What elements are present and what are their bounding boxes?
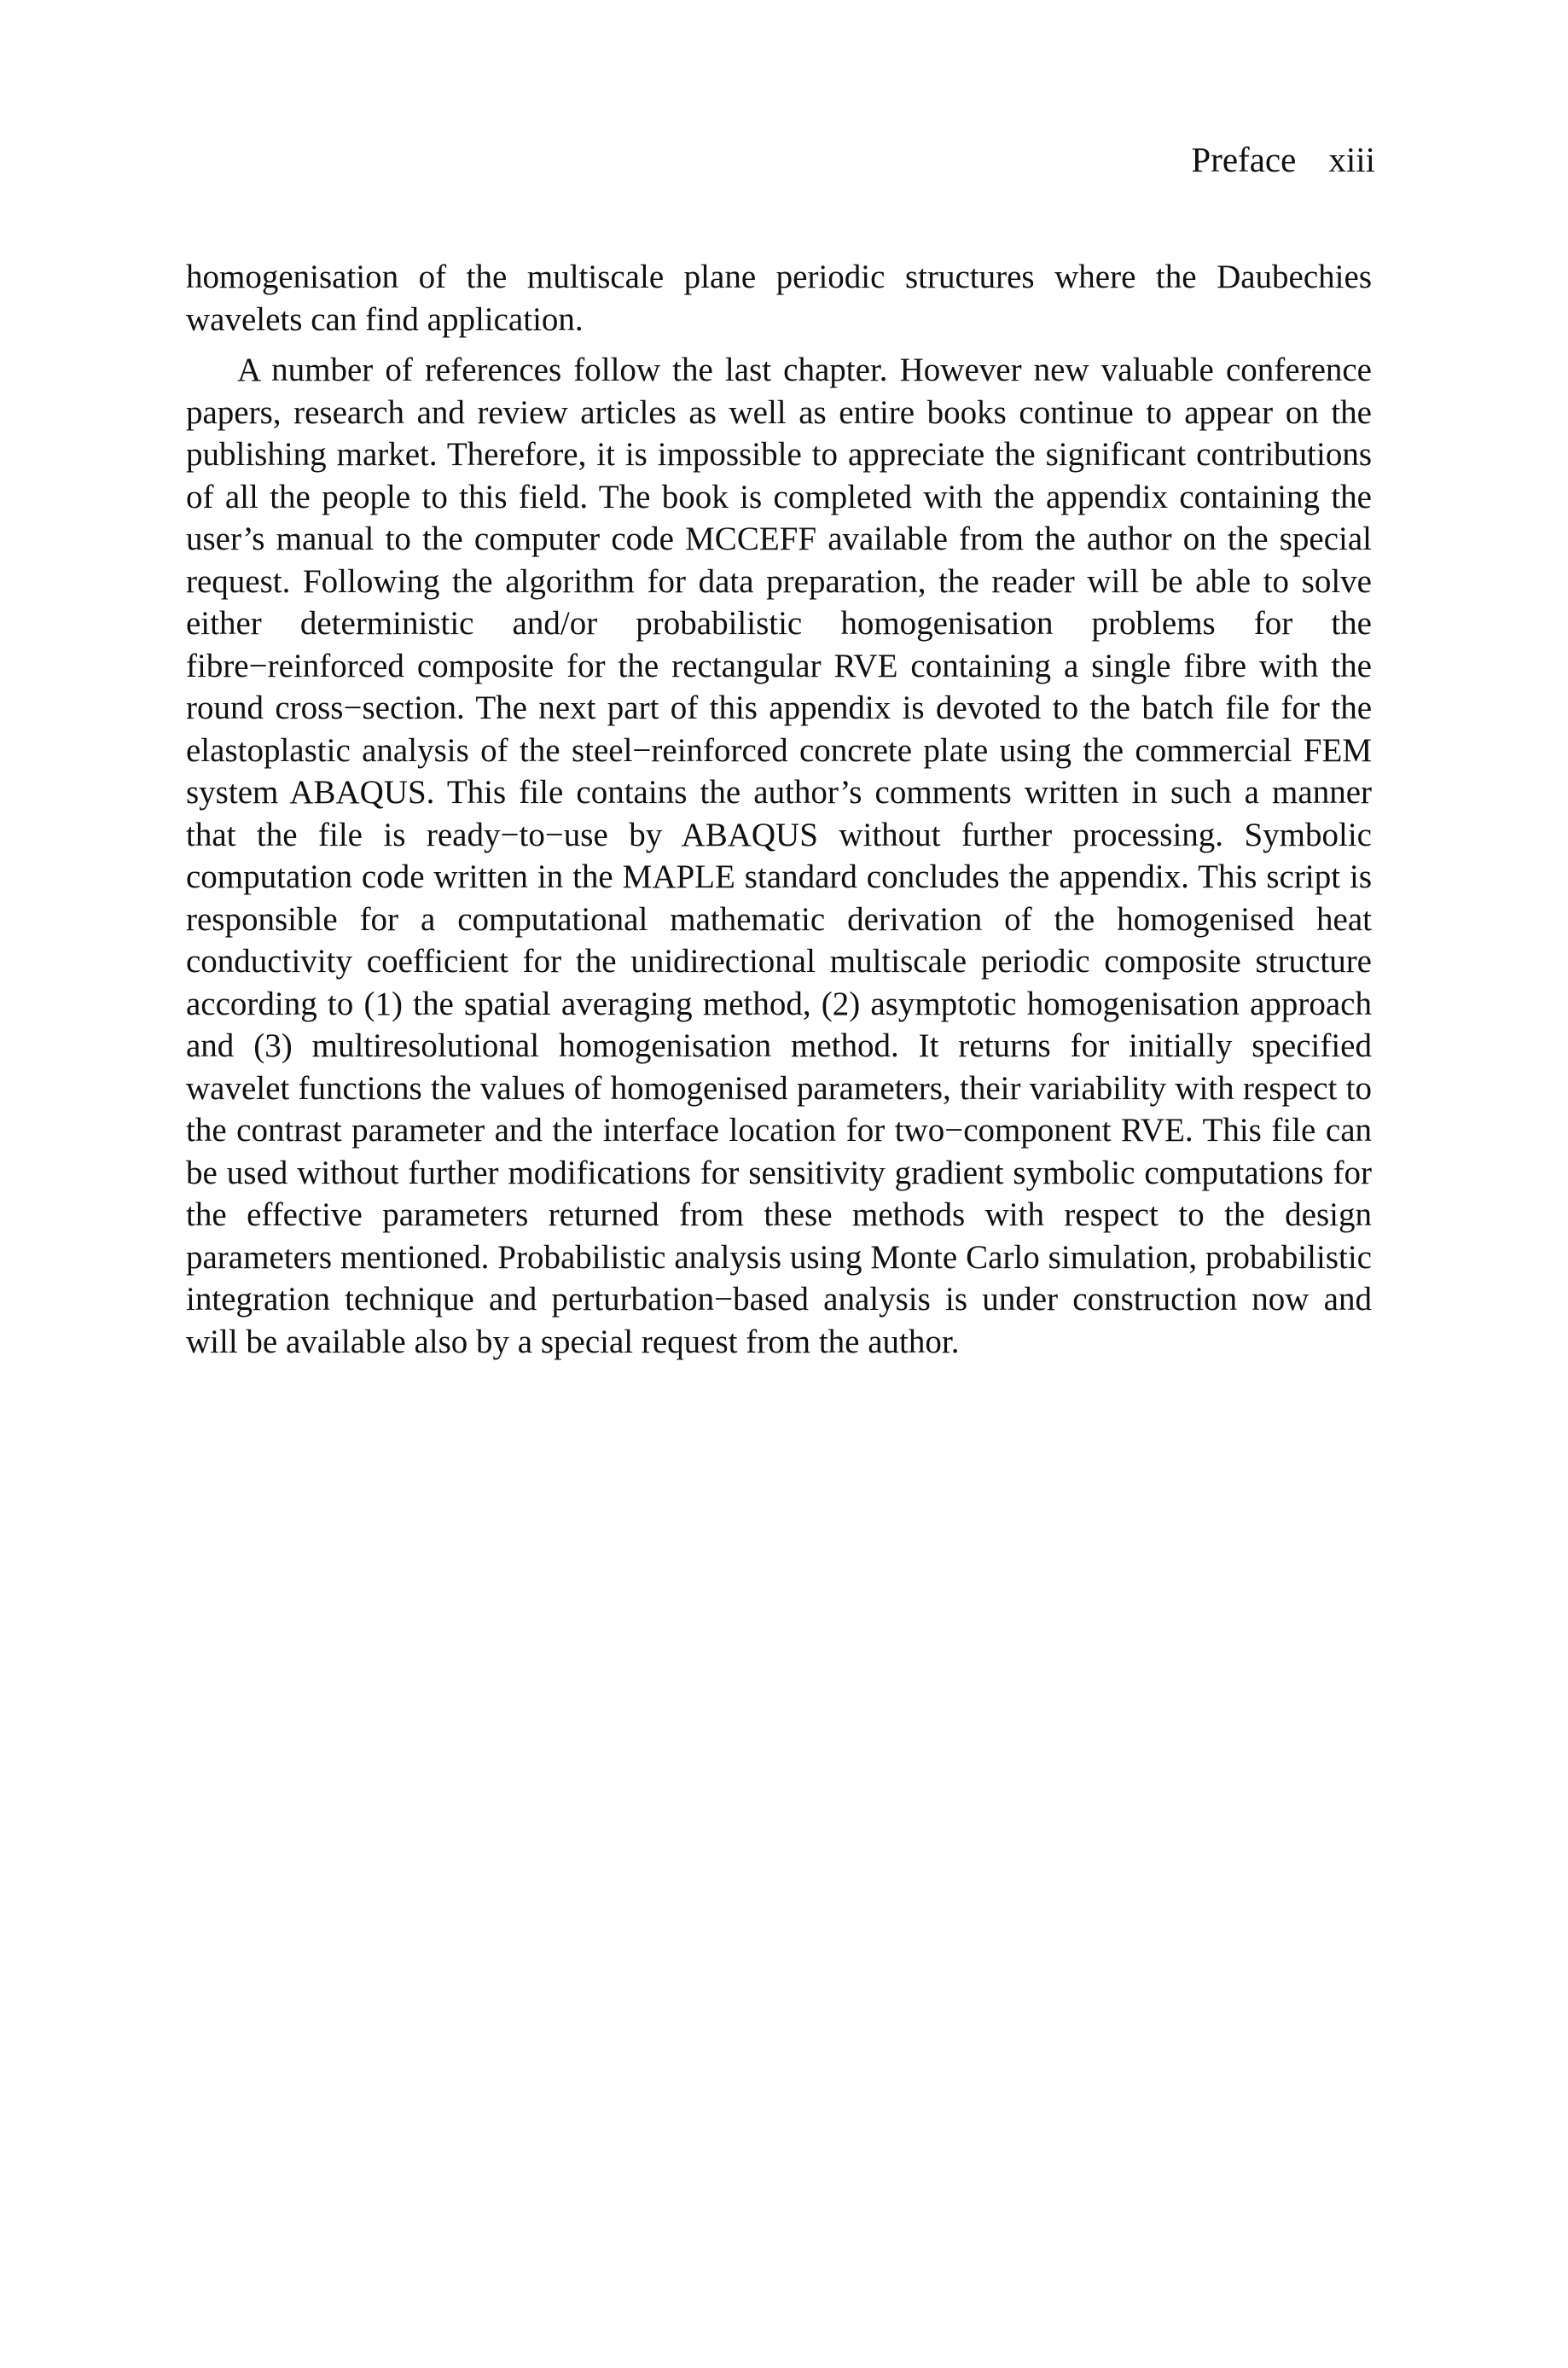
running-head [1191,138,1375,181]
paragraph-continued: homogenisation of the multiscale plane periodic structures where the Daubechies wavelets can find application. [186,259,1372,338]
body-text [186,256,1372,1363]
running-head-title: Preface [1191,140,1297,179]
page-number: xiii [1328,140,1375,179]
paragraph-references-and-appendix: A number of references follow the last chapter. However new valuable conference papers, research and review articles as well as entire books continue to appear on the publishing market. Therefore, it is impossible to appreciate the significant contributions of all the people to this field. The book is completed with the appendix containing the user’s manual to the computer code MCCEFF available from the author on the special request. Following the algorithm for data preparation, the reader will be able to solve either deterministic and/or probabilistic homogenisation problems for the fibre−reinforced composite for the rectangular RVE containing a single fibre with the round cross−section. The next part of this appendix is devoted to the batch file for the elastoplastic analysis of the steel−reinforced concrete plate using the commercial FEM system ABAQUS. This file contains the author’s comments written in such a manner that the file is ready−to−use by ABAQUS without further processing. Symbolic computation code written in the MAPLE standard concludes the appendix. This script is responsible for a computational mathematic derivation of the homogenised heat conductivity coefficient for the unidirectional multiscale periodic composite structure according to (1) the spatial averaging method, (2) asymptotic homogenisation approach and (3) multiresolutional homogenisation method. It returns for initially specified wavelet functions the values of homogenised parameters, their variability with respect to the contrast parameter and the interface location for two−component RVE. This file can be used without further modifications for sensitivity gradient symbolic computations for the effective parameters returned from these methods with respect to the design parameters mentioned. Probabilistic analysis using Monte Carlo simulation, probabilistic integration technique and perturbation−based analysis is under construction now and will be available also by a special request from the author. [186,352,1372,1360]
